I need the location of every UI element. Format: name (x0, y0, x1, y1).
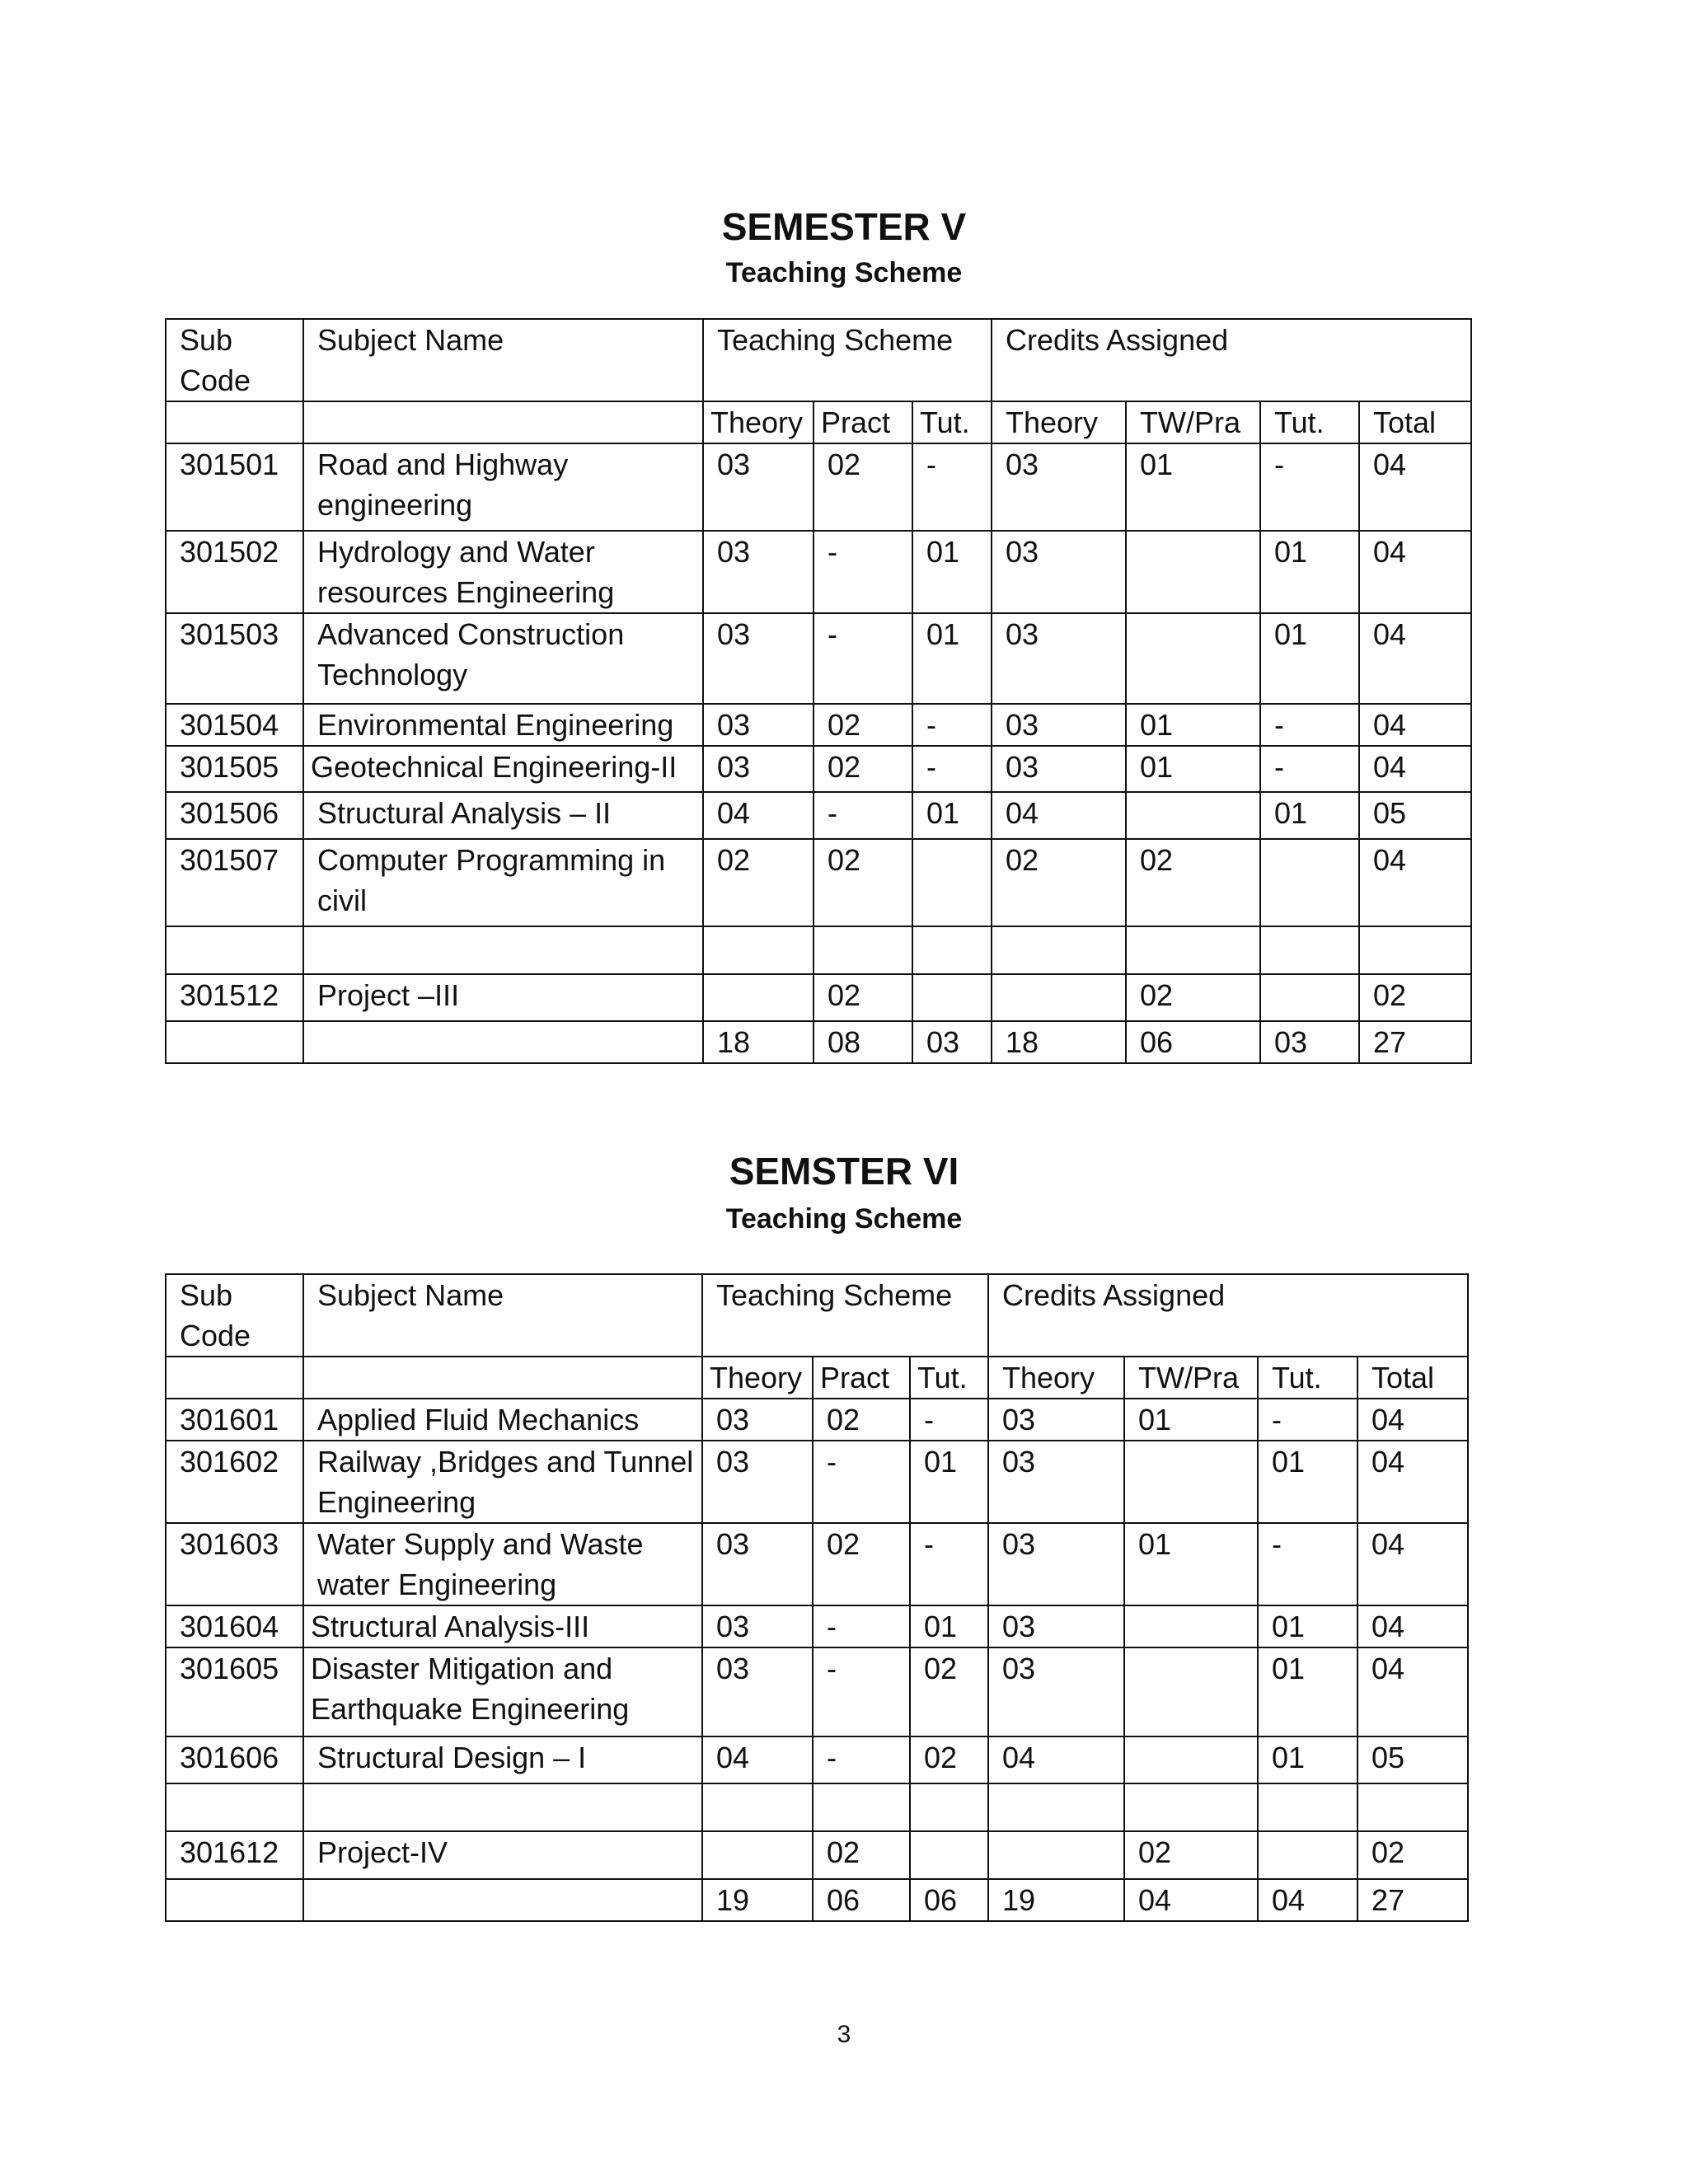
table-cell (166, 1783, 303, 1831)
table-cell: Environmental Engineering (303, 704, 703, 746)
table-cell: - (912, 443, 992, 531)
table-cell: 04 (1359, 746, 1471, 792)
table-cell: 03 (992, 746, 1126, 792)
table-cell (1124, 1783, 1258, 1831)
table-cell (910, 1783, 988, 1831)
table-row (166, 443, 1471, 531)
table-cell (992, 974, 1126, 1021)
semester-5-table (165, 318, 1472, 1064)
table-subheader-row (166, 1357, 1468, 1399)
table-cell: 04 (1357, 1399, 1468, 1441)
table-cell (1258, 1831, 1357, 1879)
table-row (166, 1523, 1468, 1605)
table-cell: 01 (912, 792, 992, 839)
table-cell: 03 (702, 1605, 813, 1647)
table-cell: 03 (992, 613, 1126, 704)
table-cell (1126, 792, 1260, 839)
table-cell (166, 926, 303, 974)
header-teaching-scheme: Teaching Scheme (702, 1274, 988, 1357)
table-cell (1260, 974, 1359, 1021)
table-cell: 02 (814, 443, 912, 531)
subheader-cell (166, 1357, 303, 1399)
total-cell: 06 (1126, 1021, 1260, 1063)
table-cell: 301512 (166, 974, 303, 1021)
table-cell: 301606 (166, 1736, 303, 1783)
table-cell: - (813, 1441, 910, 1523)
table-cell: 04 (1357, 1605, 1468, 1647)
total-cell: 18 (992, 1021, 1126, 1063)
table-cell: 02 (813, 1523, 910, 1605)
semester-5-subtitle: Teaching Scheme (725, 257, 963, 288)
table-cell: 301504 (166, 704, 303, 746)
table-cell: 02 (703, 839, 814, 926)
header-teaching-scheme: Teaching Scheme (703, 319, 992, 401)
table-cell: Structural Analysis – II (303, 792, 703, 839)
subheader-cell: Tut. (1260, 401, 1359, 443)
table-cell: 02 (813, 1399, 910, 1441)
table-cell: 04 (1359, 613, 1471, 704)
table-cell: 301604 (166, 1605, 303, 1647)
table-cell: 03 (703, 443, 814, 531)
table-cell: 03 (703, 746, 814, 792)
table-cell (992, 926, 1126, 974)
table-cell: 04 (1357, 1647, 1468, 1736)
header-sub-code: Sub Code (166, 1274, 303, 1357)
table-cell (1357, 1783, 1468, 1831)
subheader-cell: Pract (814, 401, 912, 443)
table-cell: - (910, 1399, 988, 1441)
subheader-cell: Tut. (910, 1357, 988, 1399)
table-cell: Disaster Mitigation and Earthquake Engineering (303, 1647, 702, 1736)
table-cell: - (910, 1523, 988, 1605)
table-cell (988, 1831, 1124, 1879)
table-cell (814, 926, 912, 974)
table-cell (1126, 926, 1260, 974)
total-cell: 27 (1357, 1879, 1468, 1921)
table-cell: 301505 (166, 746, 303, 792)
table-cell (912, 926, 992, 974)
table-cell: - (912, 746, 992, 792)
table-cell: - (814, 531, 912, 613)
table-cell: 01 (910, 1441, 988, 1523)
table-cell: 02 (814, 746, 912, 792)
table-cell: 03 (992, 531, 1126, 613)
subheader-cell: Theory (703, 401, 814, 443)
table-cell (910, 1831, 988, 1879)
table-cell: Geotechnical Engineering-II (303, 746, 703, 792)
table-cell (303, 1879, 702, 1921)
table-cell: 01 (912, 531, 992, 613)
table-cell: 01 (1260, 613, 1359, 704)
table-cell: 03 (703, 613, 814, 704)
table-row (166, 704, 1471, 746)
table-cell (1126, 613, 1260, 704)
table-cell: Structural Analysis-III (303, 1605, 702, 1647)
table-cell: 05 (1357, 1736, 1468, 1783)
table-cell: 01 (1126, 704, 1260, 746)
table-cell: 04 (702, 1736, 813, 1783)
table-row (166, 1647, 1468, 1736)
semester-6-table (165, 1273, 1469, 1922)
subheader-cell: Tut. (912, 401, 992, 443)
semester-5-title: SEMESTER V (721, 205, 967, 248)
table-cell: 301612 (166, 1831, 303, 1879)
table-row (166, 839, 1471, 926)
table-subheader-row (166, 401, 1471, 443)
table-cell: Hydrology and Water resources Engineering (303, 531, 703, 613)
table-cell: 04 (1359, 531, 1471, 613)
table-cell: 02 (1357, 1831, 1468, 1879)
table-cell: 03 (702, 1399, 813, 1441)
subheader-cell: Theory (702, 1357, 813, 1399)
header-credits-assigned: Credits Assigned (988, 1274, 1468, 1357)
table-cell: 03 (992, 704, 1126, 746)
table-row (166, 792, 1471, 839)
table-cell: 301603 (166, 1523, 303, 1605)
table-cell: 04 (703, 792, 814, 839)
table-cell (703, 926, 814, 974)
table-cell: 02 (813, 1831, 910, 1879)
table-row (166, 613, 1471, 704)
table-cell (1124, 1441, 1258, 1523)
table-cell: 04 (1357, 1523, 1468, 1605)
total-cell: 06 (910, 1879, 988, 1921)
table-cell: 03 (702, 1441, 813, 1523)
table-cell: 01 (1124, 1399, 1258, 1441)
table-cell (303, 926, 703, 974)
table-cell: - (813, 1647, 910, 1736)
table-cell: 03 (988, 1605, 1124, 1647)
table-cell: Project-IV (303, 1831, 702, 1879)
table-cell: 03 (988, 1441, 1124, 1523)
table-cell (166, 1021, 303, 1063)
table-cell: 04 (1359, 704, 1471, 746)
table-cell: 01 (1258, 1441, 1357, 1523)
table-cell: 03 (988, 1523, 1124, 1605)
table-cell: 02 (992, 839, 1126, 926)
total-cell: 03 (912, 1021, 992, 1063)
table-cell: Structural Design – I (303, 1736, 702, 1783)
semester-6-subtitle: Teaching Scheme (725, 1203, 963, 1235)
table-cell: Project –III (303, 974, 703, 1021)
table-cell: 02 (1124, 1831, 1258, 1879)
table-cell: 02 (1359, 974, 1471, 1021)
table-cell (166, 1879, 303, 1921)
header-subject-name: Subject Name (303, 1274, 702, 1357)
table-cell: 02 (1126, 839, 1260, 926)
table-cell (912, 839, 992, 926)
header-subject-name: Subject Name (303, 319, 703, 401)
table-cell: 01 (1260, 531, 1359, 613)
table-cell: 301507 (166, 839, 303, 926)
table-cell: 301502 (166, 531, 303, 613)
table-cell: - (1260, 704, 1359, 746)
total-cell: 04 (1258, 1879, 1357, 1921)
table-cell: 02 (1126, 974, 1260, 1021)
table-cell (1260, 926, 1359, 974)
table-cell: 05 (1359, 792, 1471, 839)
table-cell: 02 (814, 974, 912, 1021)
table-cell: Road and Highway engineering (303, 443, 703, 531)
table-cell (988, 1783, 1124, 1831)
subheader-cell: Total (1359, 401, 1471, 443)
subheader-cell: Total (1357, 1357, 1468, 1399)
table-cell: - (814, 792, 912, 839)
header-sub-code: Sub Code (166, 319, 303, 401)
subheader-cell (303, 1357, 702, 1399)
table-cell (1260, 839, 1359, 926)
table-row (166, 1399, 1468, 1441)
table-header-row (166, 319, 1471, 401)
page-number: 3 (837, 2021, 851, 2048)
table-cell: - (1258, 1523, 1357, 1605)
total-cell: 03 (1260, 1021, 1359, 1063)
table-cell: 01 (1258, 1647, 1357, 1736)
table-cell: - (1260, 443, 1359, 531)
total-cell: 19 (702, 1879, 813, 1921)
table-cell: - (1260, 746, 1359, 792)
table-cell: - (813, 1605, 910, 1647)
total-cell: 19 (988, 1879, 1124, 1921)
semester-6-title: SEMSTER VI (729, 1150, 959, 1193)
table-cell (703, 974, 814, 1021)
table-cell: 301503 (166, 613, 303, 704)
subheader-cell: Theory (992, 401, 1126, 443)
table-cell: 04 (1359, 839, 1471, 926)
table-row (166, 746, 1471, 792)
total-cell: 18 (703, 1021, 814, 1063)
table-row (166, 1605, 1468, 1647)
table-cell (1359, 926, 1471, 974)
table-cell: - (813, 1736, 910, 1783)
table-cell (303, 1783, 702, 1831)
header-credits-assigned: Credits Assigned (992, 319, 1471, 401)
total-cell: 06 (813, 1879, 910, 1921)
table-cell (303, 1021, 703, 1063)
table-cell: 301602 (166, 1441, 303, 1523)
table-cell: - (814, 613, 912, 704)
table-cell: 301506 (166, 792, 303, 839)
table-cell: 01 (912, 613, 992, 704)
table-row (166, 1736, 1468, 1783)
subheader-cell: TW/Pra (1124, 1357, 1258, 1399)
table-row-empty (166, 926, 1471, 974)
table-cell: 01 (1258, 1736, 1357, 1783)
table-cell: 03 (703, 531, 814, 613)
table-cell: 01 (1124, 1523, 1258, 1605)
total-cell: 27 (1359, 1021, 1471, 1063)
table-cell (813, 1783, 910, 1831)
table-cell (912, 974, 992, 1021)
subheader-cell: Pract (813, 1357, 910, 1399)
table-row (166, 974, 1471, 1021)
table-cell: 03 (988, 1647, 1124, 1736)
table-cell (1124, 1647, 1258, 1736)
table-cell: 01 (1258, 1605, 1357, 1647)
table-cell: 301605 (166, 1647, 303, 1736)
subheader-cell (166, 401, 303, 443)
table-cell: 02 (814, 704, 912, 746)
table-cell: 01 (1126, 746, 1260, 792)
table-cell (1258, 1783, 1357, 1831)
table-cell: 01 (1260, 792, 1359, 839)
table-cell (1124, 1736, 1258, 1783)
table-row (166, 1441, 1468, 1523)
table-cell: 03 (703, 704, 814, 746)
table-cell (702, 1831, 813, 1879)
table-cell: 02 (910, 1647, 988, 1736)
table-cell: 301501 (166, 443, 303, 531)
table-row-empty (166, 1783, 1468, 1831)
table-row (166, 1831, 1468, 1879)
table-cell: Applied Fluid Mechanics (303, 1399, 702, 1441)
table-cell: 02 (910, 1736, 988, 1783)
total-cell: 04 (1124, 1879, 1258, 1921)
subheader-cell: Theory (988, 1357, 1124, 1399)
table-cell: Advanced Construction Technology (303, 613, 703, 704)
table-cell: 04 (992, 792, 1126, 839)
subheader-cell: Tut. (1258, 1357, 1357, 1399)
table-cell: 04 (1357, 1441, 1468, 1523)
table-cell: 01 (910, 1605, 988, 1647)
table-cell: 01 (1126, 443, 1260, 531)
table-cell: - (912, 704, 992, 746)
table-row (166, 531, 1471, 613)
table-cell: 03 (702, 1647, 813, 1736)
table-cell: 03 (992, 443, 1126, 531)
table-cell: 03 (988, 1399, 1124, 1441)
table-cell: 03 (702, 1523, 813, 1605)
table-cell: 301601 (166, 1399, 303, 1441)
total-cell: 08 (814, 1021, 912, 1063)
table-row-total (166, 1021, 1471, 1063)
subheader-cell (303, 401, 703, 443)
table-cell: 02 (814, 839, 912, 926)
table-cell (1124, 1605, 1258, 1647)
table-cell (1126, 531, 1260, 613)
table-header-row (166, 1274, 1468, 1357)
table-row-total (166, 1879, 1468, 1921)
subheader-cell: TW/Pra (1126, 401, 1260, 443)
table-cell: Railway ,Bridges and Tunnel Engineering (303, 1441, 702, 1523)
table-cell: 04 (1359, 443, 1471, 531)
table-cell: - (1258, 1399, 1357, 1441)
table-cell: 04 (988, 1736, 1124, 1783)
table-cell: Computer Programming in civil (303, 839, 703, 926)
table-cell (702, 1783, 813, 1831)
table-cell: Water Supply and Waste water Engineering (303, 1523, 702, 1605)
